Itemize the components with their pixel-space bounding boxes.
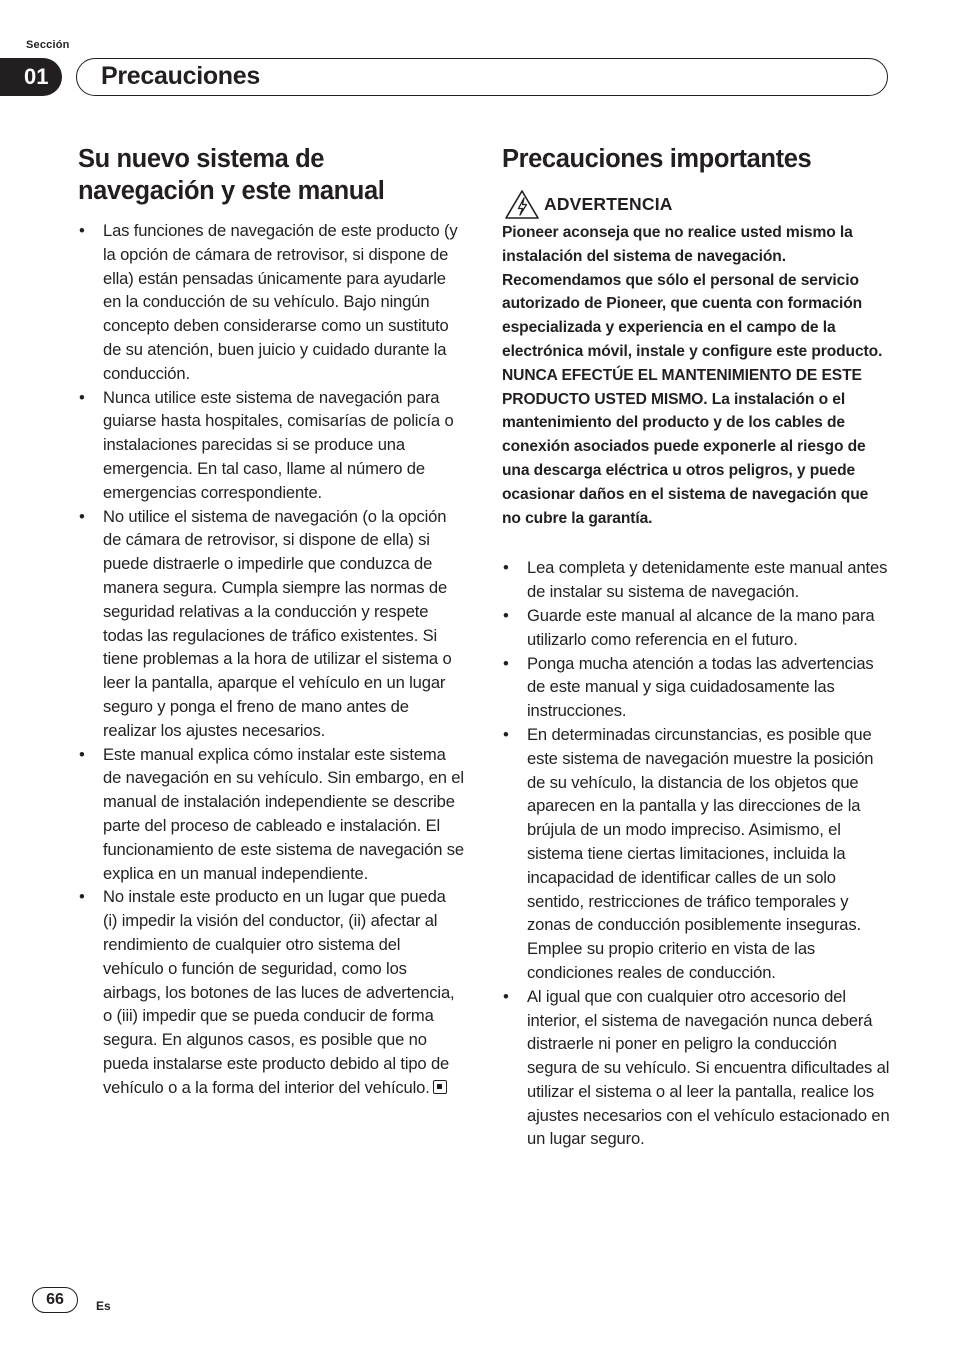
right-heading: Precauciones importantes bbox=[502, 145, 812, 173]
list-item: • Guarde este manual al alcance de la mano para utilizarlo como referencia en el futuro. bbox=[502, 604, 890, 652]
page-number: 66 bbox=[32, 1287, 78, 1313]
left-heading: Su nuevo sistema de navegación y este manual bbox=[78, 145, 385, 205]
warning-title: ADVERTENCIA bbox=[544, 194, 673, 214]
end-mark-icon bbox=[433, 1080, 447, 1094]
list-item: • Al igual que con cualquier otro accesorio del interior, el sistema de navegación nunca deberá distraerle ni poner en peligro la conducción segura de su vehículo. Si encuentra dificultades al utilizar el sistema o al leer la pantalla, realice los ajustes necesarios con el vehículo estacionado en un lugar seguro. bbox=[502, 985, 890, 1152]
warning-triangle-icon bbox=[504, 189, 540, 220]
right-bullet-list bbox=[502, 556, 890, 1151]
section-title: Precauciones bbox=[101, 62, 260, 90]
left-column bbox=[78, 143, 464, 1099]
list-item: • Lea completa y detenidamente este manual antes de instalar su sistema de navegación. bbox=[502, 556, 890, 604]
warning-text: Pioneer aconseja que no realice usted mismo la instalación del sistema de navegación. Recomendamos que sólo el personal de servicio autorizado de Pioneer, que cuenta con formación especializada y experiencia en el campo de la electrónica móvil, instale y configure este producto. NUNCA EFECTÚE EL MANTENIMIENTO DE ESTE PRODUCTO USTED MISMO. La instalación o el mantenimiento del producto y de los cables de conexión asociados puede exponerle al riesgo de una descarga eléctrica u otros peligros, y puede ocasionar daños en el sistema de navegación que no cubre la garantía. bbox=[502, 224, 883, 527]
section-number: 01 bbox=[0, 58, 62, 96]
list-item: • Ponga mucha atención a todas las advertencias de este manual y siga cuidadosamente las instrucciones. bbox=[502, 652, 890, 723]
right-column bbox=[502, 143, 890, 1151]
list-item: • Este manual explica cómo instalar este sistema de navegación en su vehículo. Sin embargo, en el manual de instalación independiente se describe parte del proceso de cableado e instalación. El funcionamiento de este sistema de navegación se explica en un manual independiente. bbox=[78, 743, 464, 886]
list-item: • Nunca utilice este sistema de navegación para guiarse hasta hospitales, comisarías de policía o instalaciones parecidas si se produce una emergencia. En tal caso, llame al número de emergencias correspondiente. bbox=[78, 386, 464, 505]
list-item: • En determinadas circunstancias, es posible que este sistema de navegación muestre la posición de su vehículo, la distancia de los objetos que aparecen en la pantalla y las direcciones de la brújula de un modo impreciso. Asimismo, el sistema tiene ciertas limitaciones, incluida la incapacidad de identificar calles de un solo sentido, restricciones de tráfico temporales y zonas de conducción posiblemente inseguras. Emplee su propio criterio en vista de las condiciones reales de conducción. bbox=[502, 723, 890, 985]
left-bullet-list bbox=[78, 219, 464, 1099]
list-item-text: No instale este producto en un lugar que pueda (i) impedir la visión del conductor, (ii) afectar al rendimiento de cualquier otro sistema del vehículo o función de seguridad, como los airbags, los botones de las luces de advertencia, o (iii) impedir que se pueda conducir de forma segura. En algunos casos, es posible que no pueda instalarse este producto debido al tipo de vehículo o a la forma del interior del vehículo. bbox=[103, 887, 455, 1097]
section-label: Sección bbox=[26, 39, 70, 51]
warning-heading bbox=[502, 193, 890, 219]
language-code: Es bbox=[96, 1299, 111, 1313]
list-item: • Las funciones de navegación de este producto (y la opción de cámara de retrovisor, si dispone de ella) están pensadas únicamente para ayudarle en la conducción de su vehículo. Bajo ningún concepto deben considerarse como un sustituto de su atención, buen juicio y cuidado durante la conducción. bbox=[78, 219, 464, 386]
list-item bbox=[78, 885, 464, 1099]
list-item: • No utilice el sistema de navegación (o la opción de cámara de retrovisor, si dispone de ella) si puede distraerle o impedirle que conduzca de manera segura. Cumpla siempre las normas de seguridad relativas a la conducción y respete todas las regulaciones de tráfico existentes. Si tiene problemas a la hora de utilizar el sistema o leer la pantalla, aparque el vehículo en un lugar seguro y ponga el freno de mano antes de realizar los ajustes necesarios. bbox=[78, 505, 464, 743]
section-title-box bbox=[76, 58, 888, 96]
